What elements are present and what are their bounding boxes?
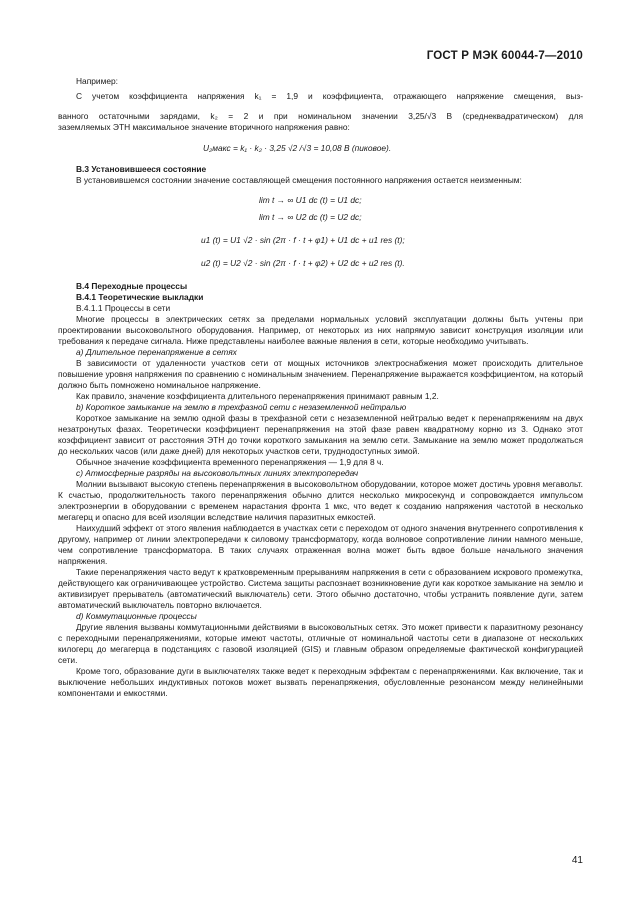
formula-lim-u2: lim t → ∞ U2 dc (t) = U2 dc; — [259, 212, 362, 222]
example-label: Например: — [76, 76, 118, 86]
section-b3-text: В установившемся состоянии значение составляющей смещения постоянного напряжения остается неизменным: — [76, 175, 522, 185]
item-c-title: c) Атмосферные разряды на высоковольтных линиях электропередач — [76, 468, 359, 478]
formula-u2: u2 (t) = U2 √2 · sin (2π · f · t + φ2) + U2 dc + u2 res (t). — [201, 258, 405, 268]
paragraph-intro: Многие процессы в электрических сетях за пределами нормальных условий эксплуатации должны быть учтены при проектировании высоковольтного оборудования. Например, от некоторых из них напрямую зависит конструкция изоляции или требования к передаче сигнала. Ниже представлены наиболее важные явления в сети, которые необходимо учитывать. — [58, 314, 583, 346]
item-a-title: а) Длительное перенапряжение в сетях — [76, 347, 237, 357]
item-d-title: d) Коммутационные процессы — [76, 611, 197, 621]
formula-u2max: U₂макс = k₁ · k₂ · 3,25 √2 /√3 = 10,08 В (пиковое). — [203, 143, 392, 153]
item-c-paragraph-1: Молнии вызывают высокую степень перенапряжения в высоковольтном оборудовании, которое может достичь уровня мегавольт. К счастью, продолжительность такого перенапряжения обычно длится несколько микросекунд и сопровождается импульсом электроэнергии в оборудовании с временем нарастания фронта 1 мкс, что ведет к созданию напряжения частотой в несколько мегагерц и опасно для всей изоляции вследствие наличия паразитных емкостей. — [58, 479, 583, 522]
example-text-line-1: С учетом коэффициента напряжения k₁ = 1,9 и коэффициента, отражающего напряжение смещения, выз- — [76, 91, 583, 101]
item-b-paragraph-1: Короткое замыкание на землю одной фазы в трехфазной сети с незаземленной нейтралью ведет к перенапряжениям на двух незатронутых фазах. Теоретически коэффициент перенапряжения на этой фазе равен квадратному корню из 3. Однако этот коэффициент зависит от расстояния ЭТН до точки короткого замыкания на землю сети. Замыкание на землю может продолжаться до нескольких часов (или даже дней) для некоторых участков сети, труднодоступных зимой. — [58, 413, 583, 456]
document-header: ГОСТ Р МЭК 60044-7—2010 — [426, 50, 583, 62]
item-c-paragraph-3: Такие перенапряжения часто ведут к кратковременным прерываниям напряжения в сети с образованием искрового промежутка, действующего как ограничивающее устройство. Система защиты распознает возникновение дуги как короткое замыкание на землю и активизирует прерыватель (автоматический выключатель) сети. Этого обычно достаточно, чтобы устранить появление дуги, затем автоматический выключатель повторно включается. — [58, 567, 583, 610]
item-c-paragraph-2: Наихудший эффект от этого явления наблюдается в участках сети с переходом от одного значения внутреннего сопротивления к другому, например от линии электропередачи к силовому трансформатору, когда волновое сопротивление линии намного меньше, чем сопротивление трансформатора. В таких случаях отраженная волна может быть вдвое больше начального значения напряжения. — [58, 523, 583, 566]
document-body — [58, 76, 583, 699]
section-b4-heading: В.4 Переходные процессы — [76, 281, 188, 291]
formula-u1: u1 (t) = U1 √2 · sin (2π · f · t + φ1) + U1 dc + u1 res (t); — [201, 235, 405, 245]
formula-lim-u1: lim t → ∞ U1 dc (t) = U1 dc; — [259, 195, 362, 205]
item-b-title: b) Короткое замыкание на землю в трехфазной сети с незаземленной нейтралью — [76, 402, 407, 412]
item-d-paragraph-1: Другие явления вызваны коммутационными действиями в высоковольтных сетях. Это может привести к паразитному резонансу с переходными перенапряжениями, которые имеют частоты, отличные от номинальной частоты сети в диапазоне от нескольких килогерц до мегагерца в подстанциях с газовой изоляцией (GIS) и главным образом определяемые фактической конфигурацией сети. — [58, 622, 583, 665]
item-d-paragraph-2: Кроме того, образование дуги в выключателях также ведет к переходным эффектам с перенапряжениями. Как включение, так и выключение небольших индуктивных потоков может вызвать перенапряжения, обусловленные резонансом между нелинейными компонентами и емкостями. — [58, 666, 583, 698]
item-b-paragraph-2: Обычное значение коэффициента временного перенапряжения — 1,9 для 8 ч. — [76, 457, 384, 467]
item-a-paragraph-2: Как правило, значение коэффициента длительного перенапряжения принимают равным 1,2. — [76, 391, 439, 401]
section-b3-heading: В.3 Установившееся состояние — [76, 164, 207, 174]
section-b411-heading: В.4.1.1 Процессы в сети — [76, 303, 171, 313]
section-b41-heading: В.4.1 Теоретические выкладки — [76, 292, 204, 302]
page-number: 41 — [571, 855, 583, 866]
item-a-paragraph-1: В зависимости от удаленности участков сети от мощных источников электроснабжения может происходить длительное повышение уровня напряжения по сравнению с номинальным значением. Перенапряжение выражается коэффициентом, на который должно быть помножено номинальное напряжение. — [58, 358, 583, 390]
example-text-line-3: заземляемых ЭТН максимальное значение вторичного напряжения равно: — [58, 122, 350, 132]
example-text-line-2: ванного остаточными зарядами, k₂ = 2 и при номинальном значении 3,25/√3 В (среднеквадратическом) для — [58, 111, 583, 121]
